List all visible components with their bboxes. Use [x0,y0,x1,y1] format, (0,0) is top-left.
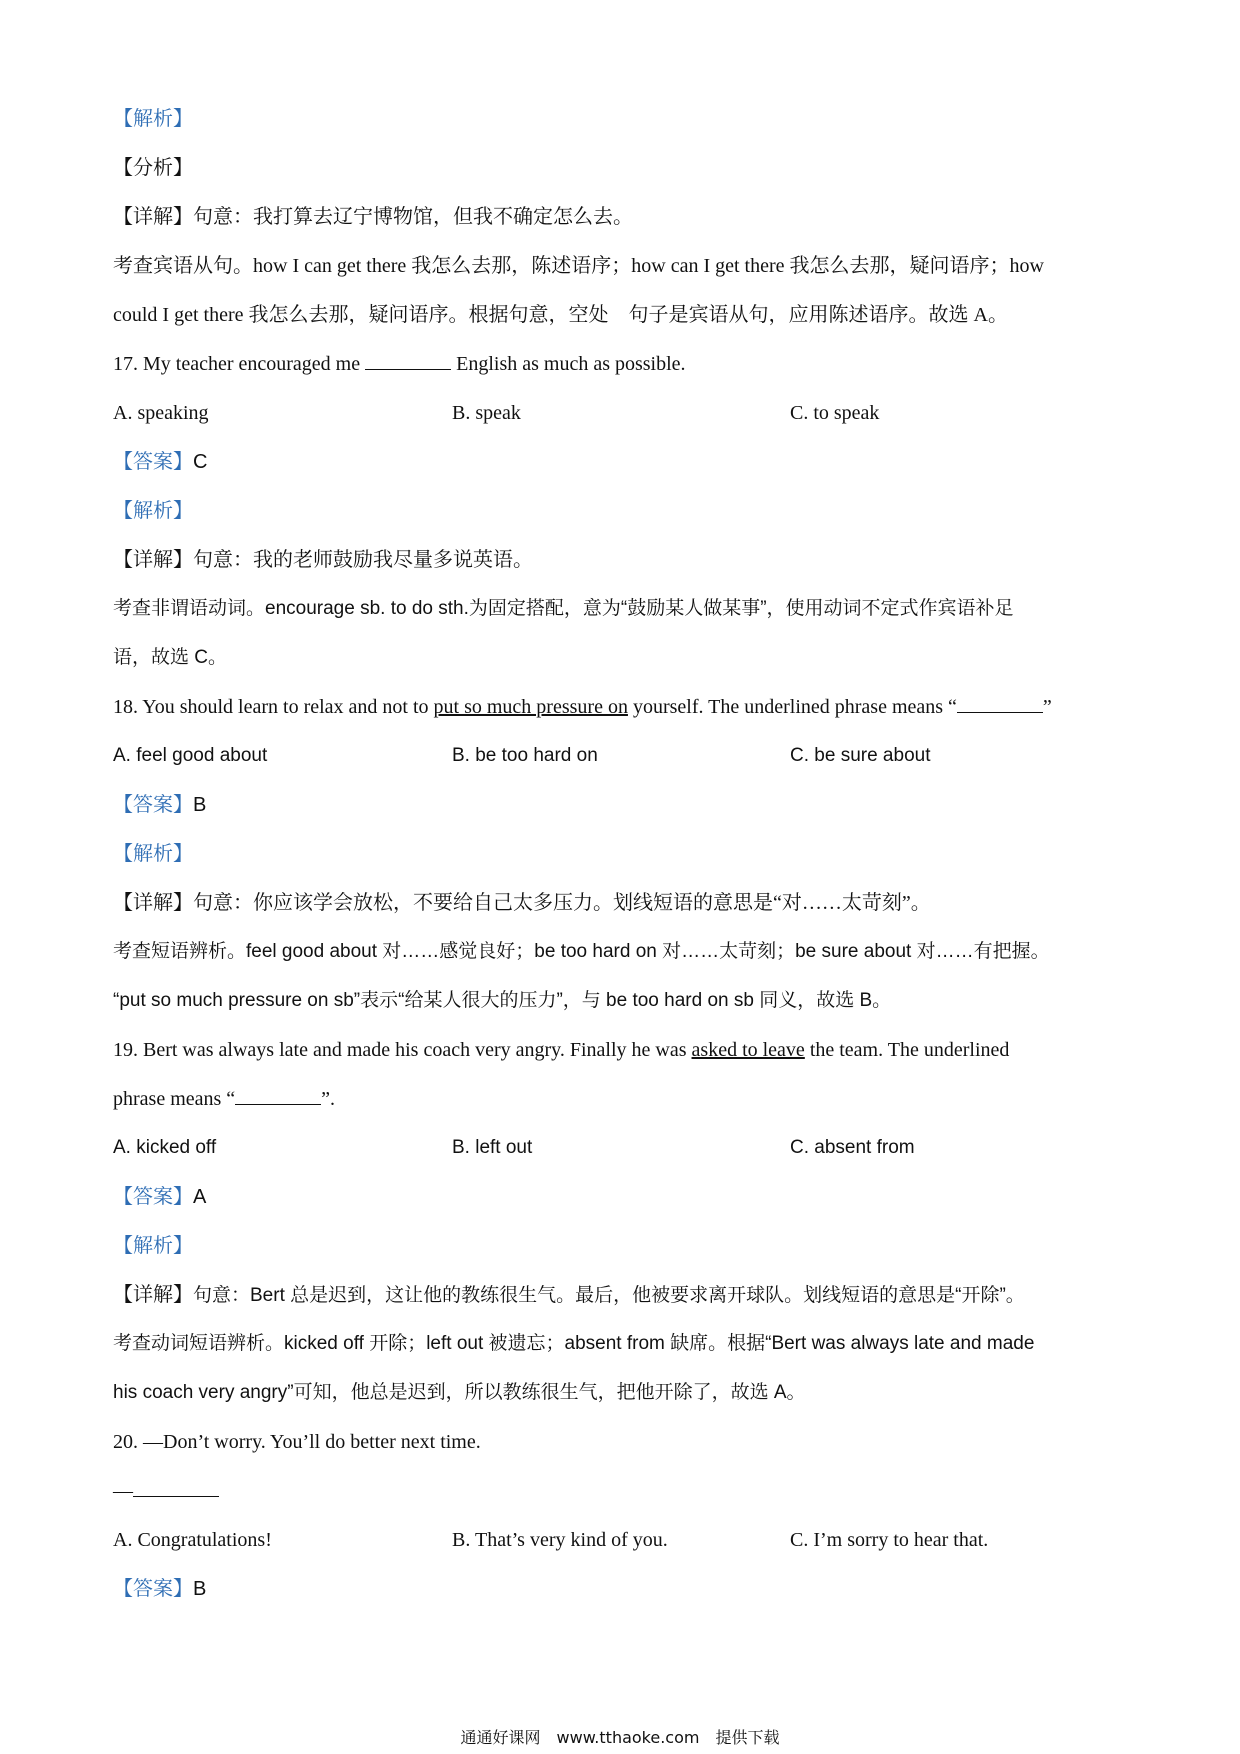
q17-detail [113,547,533,573]
q17-jiexi-label: 【解析】 [113,500,193,522]
q18-option-c: C. be sure about [790,745,931,766]
detail-text: 句意：我打算去辽宁博物馆，但我不确定怎么去。 [193,206,633,228]
answer-blank [365,351,451,370]
detail-label: 【详解】 [113,549,193,571]
stem-text: 17. My teacher encouraged me [113,353,366,375]
section-label-fenxi: 【分析】 [113,157,193,179]
stem-text: 18. You should learn to relax and not to [113,696,434,718]
detail-label: 【详解】 [113,892,193,914]
detail-label: 【详解】 [113,1284,193,1306]
underlined-phrase: asked to leave [691,1039,805,1061]
stem-text: ” [1042,696,1052,718]
q20-stem: 20. —Don’t worry. You’ll do better next time. [113,1431,481,1453]
q17-stem [113,351,686,377]
q19-option-a: A. kicked off [113,1137,217,1158]
stem-text: the team. The underlined [804,1039,1010,1061]
q18-jiexi-label: 【解析】 [113,843,193,865]
q20-reply-blank [113,1478,219,1504]
q20-answer [113,1576,206,1602]
detail-label: 【详解】 [113,206,193,228]
q20-option-c: C. I’m sorry to hear that. [790,1529,989,1551]
q18-explanation-line-2: “put so much pressure on sb”表示“给某人很大的压力”，与 be too hard on sb 同义，故选 B。 [113,990,892,1011]
answer-blank [957,694,1043,713]
q18-explanation-line-1: 考查短语辨析。feel good about 对……感觉良好；be too hard on 对……太苛刻；be sure about 对……有把握。 [113,941,1050,962]
answer-label: 【答案】 [113,451,193,473]
answer-blank [133,1478,219,1497]
stem-text: yourself. The underlined phrase means “ [627,696,957,718]
q18-option-a: A. feel good about [113,745,268,766]
q18-answer [113,792,206,818]
q19-stem-line-2 [113,1086,335,1112]
q17-explanation-line-2: 语，故选 C。 [113,647,228,668]
underlined-phrase: put so much pressure on [433,696,628,718]
stem-text: ”. [321,1088,336,1110]
answer-blank [235,1086,321,1105]
stem-text: English as much as possible. [451,353,686,375]
q17-option-a: A. speaking [113,402,209,424]
page-footer: 通通好课网 www.tthaoke.com 提供下载 [460,1728,780,1747]
detail-text: 句意：你应该学会放松，不要给自己太多压力。划线短语的意思是“对……太苛刻”。 [193,892,931,914]
q20-option-a: A. Congratulations! [113,1529,272,1551]
dash: — [113,1480,133,1502]
detail-text: 句意：Bert 总是迟到，这让他的教练很生气。最后，他被要求离开球队。划线短语的意思是“开除”。 [193,1285,1025,1306]
q17-option-b: B. speak [452,402,521,424]
q18-option-b: B. be too hard on [452,745,598,766]
answer-value: C [193,451,208,473]
q18-stem [113,694,1052,720]
section-label-jiexi: 【解析】 [113,108,193,130]
answer-value: B [193,1578,207,1600]
q20-option-b: B. That’s very kind of you. [452,1529,668,1551]
q19-explanation-line-1: 考查动词短语辨析。kicked off 开除；left out 被遗忘；absent from 缺席。根据“Bert was always late and made [113,1333,1035,1354]
stem-text: phrase means “ [113,1088,236,1110]
q17-option-c: C. to speak [790,402,880,424]
answer-value: A [193,1186,207,1208]
answer-label: 【答案】 [113,1578,193,1600]
q19-jiexi-label: 【解析】 [113,1235,193,1257]
answer-label: 【答案】 [113,794,193,816]
q19-stem-line-1 [113,1037,1009,1063]
answer-value: B [193,794,207,816]
q19-option-b: B. left out [452,1137,533,1158]
q19-explanation-line-2: his coach very angry”可知，他总是迟到，所以教练很生气，把他开除了，故选 A。 [113,1382,806,1403]
q19-answer [113,1184,206,1210]
q17-answer [113,449,207,475]
q16-detail [113,204,633,230]
q16-explanation-line-1: 考查宾语从句。how I can get there 我怎么去那，陈述语序；how can I get there 我怎么去那，疑问语序；how [113,255,1044,277]
stem-text: 19. Bert was always late and made his coach very angry. Finally he was [113,1039,692,1061]
detail-text: 句意：我的老师鼓励我尽量多说英语。 [193,549,533,571]
q18-detail [113,890,931,916]
answer-label: 【答案】 [113,1186,193,1208]
q19-detail [113,1282,1025,1309]
q16-explanation-line-2: could I get there 我怎么去那，疑问语序。根据句意，空处 句子是宾语从句，应用陈述语序。故选 A。 [113,304,1008,326]
q17-explanation-line-1: 考查非谓语动词。encourage sb. to do sth.为固定搭配，意为“鼓励某人做某事”，使用动词不定式作宾语补足 [113,598,1014,619]
q19-option-c: C. absent from [790,1137,915,1158]
